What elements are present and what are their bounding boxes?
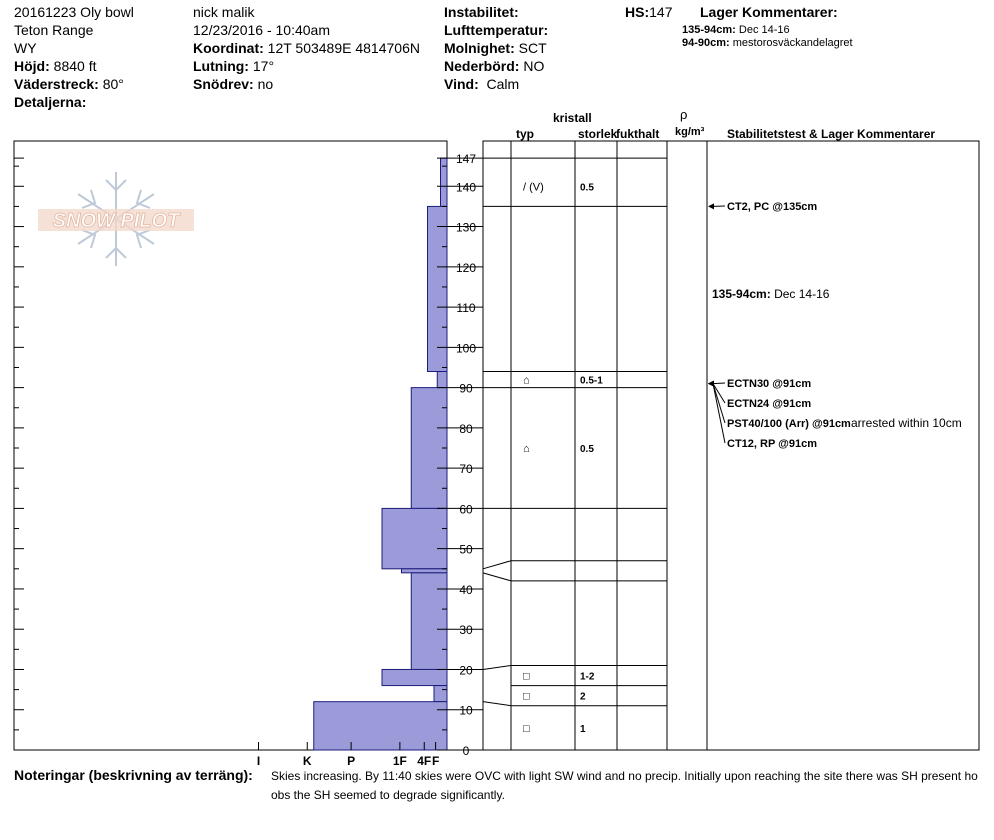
notes-label: Noteringar (beskrivning av terräng): [14,767,253,783]
wind-drift: Snödrev: no [193,76,274,92]
mountain-range: Teton Range [14,22,94,38]
wind: Vind: Calm [444,76,520,92]
hardness-layer-bar [402,569,448,573]
stability-test-label: CT12, RP @91cm [727,438,818,450]
layer-note: 135-94cm: Dec 14-16 [682,24,790,36]
instability-label: Instabilitet: [444,4,519,20]
aspect: Väderstreck: 80° [14,76,124,92]
state: WY [14,40,37,56]
y-tick-label: 60 [459,502,473,517]
sky-cover: Molnighet: SCT [444,40,547,56]
crystal-type-symbol: □ [523,722,530,735]
y-tick-label: 100 [455,341,477,356]
hardness-tick-label: 4F [417,754,432,768]
crystal-size-value: 0.5 [580,182,594,194]
precipitation: Nederbörd: NO [444,58,545,74]
hardness-tick-label: P [347,754,356,768]
datetime: 12/23/2016 - 10:40am [193,22,330,38]
stability-test-label: ECTN24 @91cm [727,398,812,410]
hardness-plot-frame [14,141,447,750]
layer-connector-line [483,573,511,581]
stability-test-label: CT2, PC @135cm [727,201,818,213]
crystal-type-symbol: □ [523,690,530,703]
hardness-tick-label: F [431,754,440,768]
layer-connector-line [483,665,511,669]
stability-header: Stabilitetstest & Lager Kommentarer [727,127,936,141]
stability-test-pointer [713,383,725,384]
y-tick-label: 80 [459,421,473,436]
snow-height: HS:147 [625,4,673,20]
hardness-layer-bar [314,702,447,750]
stability-test-note: arrested within 10cm [851,416,962,430]
slope: Lutning: 17° [193,58,275,74]
hardness-layer-bar [428,206,448,371]
details-label: Detaljerna: [14,94,87,110]
moisture-header: fukthalt [616,127,660,141]
layer-comments-title: Lager Kommentarer: [700,4,838,20]
y-tick-label: 30 [459,623,473,638]
stability-test-pointer [713,384,725,423]
elevation: Höjd: 8840 ft [14,58,97,74]
y-tick-label: 90 [459,381,473,396]
crystal-header: kristall [553,111,592,125]
rho-header: ρ [680,107,688,122]
hardness-layer-bar [382,669,447,685]
notes-text-continued: obs the SH seemed to degrade significantly. [271,788,505,802]
arrow-head-icon [708,381,714,387]
hardness-layer-bar [437,372,447,388]
logo-text: SNOW PILOT [52,210,180,232]
hardness-layer-bar [434,686,447,702]
coordinates: Koordinat: 12T 503489E 4814706N [193,40,420,56]
density-unit-header: kg/m³ [675,126,705,138]
crystal-size-value: 0.5-1 [580,375,603,387]
y-tick-label: 50 [459,542,473,557]
y-tick-label: 110 [456,301,476,316]
observer: nick malik [193,4,255,20]
crystal-size-value: 0.5 [580,444,594,456]
hardness-layer-bar [382,508,447,568]
crystal-type-symbol: ⌂ [523,443,530,456]
air-temp-label: Lufttemperatur: [444,22,549,38]
type-header: typ [516,127,534,141]
y-tick-label: 10 [459,703,473,718]
hardness-layer-bar [411,573,447,670]
hardness-tick-label: 1F [392,754,407,768]
size-header: storlek [578,127,618,141]
y-tick-label: 120 [455,260,477,275]
stability-layer-comment: 135-94cm: Dec 14-16 [712,287,830,301]
hardness-layer-bar [441,158,448,206]
crystal-size-value: 1 [580,723,586,735]
y-tick-label: 147 [455,152,477,167]
stability-test-label: PST40/100 (Arr) @91cm [727,418,851,430]
crystal-size-value: 2 [580,691,586,703]
hardness-layer-bar [411,388,447,509]
y-tick-label: 40 [459,582,473,597]
layer-connector-line [483,702,511,706]
notes-text: Skies increasing. By 11:40 skies were OVC with light SW wind and no precip. Initially upon reaching the site there was SH present ho [271,769,978,783]
crystal-type-symbol: / (V) [523,181,544,194]
hardness-tick-label: K [302,754,312,768]
arrow-head-icon [708,203,714,209]
crystal-size-value: 1-2 [580,671,595,683]
layer-connector-line [483,561,511,569]
y-tick-label: 0 [462,744,470,758]
hardness-tick-label: I [256,754,261,768]
y-tick-label: 20 [459,663,473,678]
y-tick-label: 140 [455,180,477,195]
layer-note: 94-90cm: mestorosväckandelagret [682,37,853,49]
pit-title: 20161223 Oly bowl [14,4,134,20]
crystal-type-symbol: ⌂ [523,374,530,387]
y-tick-label: 70 [459,462,473,477]
crystal-type-symbol: □ [523,670,530,683]
y-tick-label: 130 [455,220,477,235]
stability-test-label: ECTN30 @91cm [727,378,812,390]
